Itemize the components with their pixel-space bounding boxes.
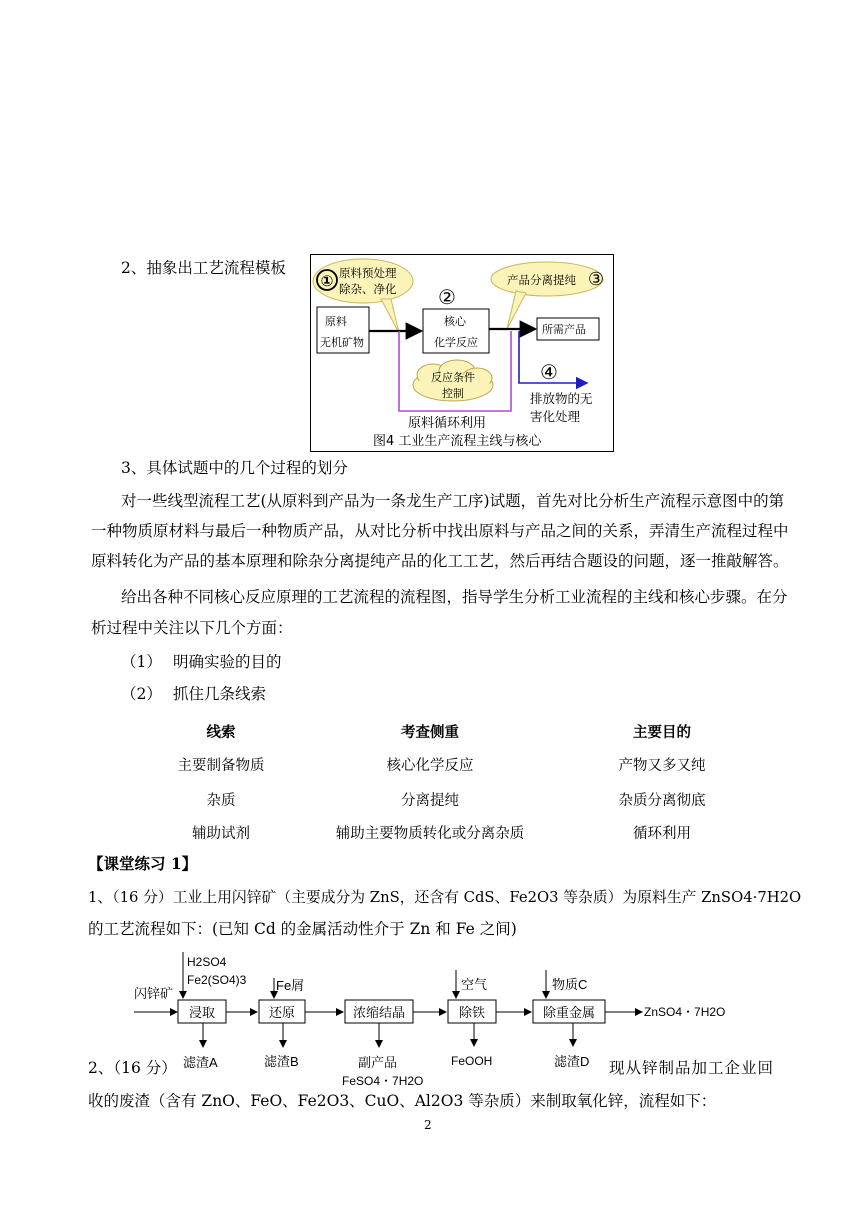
final-product: ZnSO4・7H2O	[644, 1005, 726, 1019]
cloud-line2: 控制	[442, 387, 464, 400]
reagent1-line2: Fe2(SO4)3	[187, 973, 247, 987]
output-label: 副产品	[358, 1055, 398, 1070]
table-cell: 杂质	[206, 793, 236, 809]
box-raw-line1: 原料	[325, 315, 347, 328]
para2-line2: 析过程中关注以下几个方面：	[91, 619, 293, 637]
waste-line1: 排放物的无	[530, 391, 593, 406]
table-cell: 辅助试剂	[192, 826, 250, 842]
section2-title: 2、抽象出工艺流程模板	[121, 259, 286, 277]
step-label: 浓缩结晶	[352, 1005, 406, 1020]
output-label: 滤渣A	[183, 1055, 218, 1070]
bubble3-number: ③	[587, 269, 605, 290]
question1-line2: 的工艺流程如下：(已知 Cd 的金属活动性介于 Zn 和 Fe 之间)	[88, 920, 517, 938]
waste-line2: 害化处理	[530, 409, 581, 424]
list-item-2-text: 抓住几条线索	[173, 685, 267, 703]
list-item-2-number: （2）	[121, 685, 162, 703]
step-label: 还原	[268, 1005, 296, 1020]
step-label: 浸取	[188, 1005, 216, 1020]
reagent4-label: 物质C	[552, 977, 588, 992]
box-product-text: 所需产品	[542, 323, 586, 336]
step-label: 除铁	[458, 1005, 486, 1020]
table-header: 考查侧重	[401, 724, 459, 741]
practice-heading: 【课堂练习 1】	[88, 854, 198, 873]
reagent2-label: Fe屑	[276, 978, 305, 993]
table-cell: 核心化学反应	[386, 758, 474, 774]
reagent1-line1: H2SO4	[187, 955, 227, 969]
raw-material-label: 闪锌矿	[134, 986, 174, 1001]
list-item-1-number: （1）	[121, 653, 162, 671]
byproduct-formula: FeSO4・7H2O	[342, 1074, 424, 1088]
recycle-label: 原料循环利用	[408, 416, 487, 431]
question1-line1: 1、（16 分）工业上用闪锌矿（主要成分为 ZnS，还含有 CdS、Fe2O3 等杂质）为原料生产 ZnSO4·7H2O	[88, 889, 802, 906]
cloud-line1: 反应条件	[431, 371, 475, 384]
bubble1-line1: 原料预处理	[339, 266, 397, 280]
question2-line1-tail: 现从锌制品加工企业回	[609, 1059, 775, 1077]
para1-line3: 原料转化为产品的基本原理和除杂分离提纯产品的化工工艺，然后再结合题设的问题，逐一推敲解答。	[91, 552, 789, 570]
bubble3-text: 产品分离提纯	[507, 273, 576, 287]
reagent3-label: 空气	[461, 977, 488, 992]
box-raw-line2: 无机矿物	[320, 336, 364, 349]
box-core-line1: 核心	[444, 315, 466, 328]
bubble1-line2: 除杂、净化	[339, 282, 397, 296]
table-cell: 辅助主要物质转化或分离杂质	[335, 826, 525, 842]
label-number-4: ④	[540, 360, 558, 384]
table-cell: 杂质分离彻底	[618, 793, 706, 809]
output-label: 滤渣B	[264, 1054, 299, 1069]
box-core-line2: 化学反应	[434, 336, 478, 349]
para1-line1: 对一些线型流程工艺(从原料到产品为一条龙生产工序)试题，首先对比分析生产流程示意图中的第	[121, 492, 785, 510]
page-number: 2	[424, 1118, 432, 1132]
list-item-1-text: 明确实验的目的	[173, 653, 282, 671]
section3-title: 3、具体试题中的几个过程的划分	[121, 459, 348, 477]
para1-line2: 一种物质原材料与最后一种物质产品，从对比分析中找出原料与产品之间的关系，弄清生产流程过程中	[91, 522, 789, 540]
question2-line2: 收的废渣（含有 ZnO、FeO、Fe2O3、CuO、Al2O3 等杂质）来制取氧化锌，流程如下：	[88, 1092, 717, 1110]
figure-caption: 图4 工业生产流程主线与核心	[373, 434, 542, 449]
output-label: FeOOH	[451, 1054, 493, 1068]
table-cell: 分离提纯	[401, 793, 459, 809]
table-cell: 主要制备物质	[177, 758, 265, 774]
table-header: 线索	[206, 724, 236, 741]
bubble1-number: ①	[320, 272, 334, 290]
table-cell: 产物又多又纯	[618, 758, 706, 774]
table-cell: 循环利用	[633, 826, 691, 842]
output-label: 滤渣D	[554, 1054, 590, 1069]
step-label: 除重金属	[542, 1005, 596, 1020]
question2-prefix: 2、（16 分）	[88, 1059, 177, 1077]
label-number-2: ②	[438, 285, 456, 309]
para2-line1: 给出各种不同核心反应原理的工艺流程的流程图，指导学生分析工业流程的主线和核心步骤。在分	[121, 588, 788, 606]
table-header: 主要目的	[633, 724, 691, 741]
